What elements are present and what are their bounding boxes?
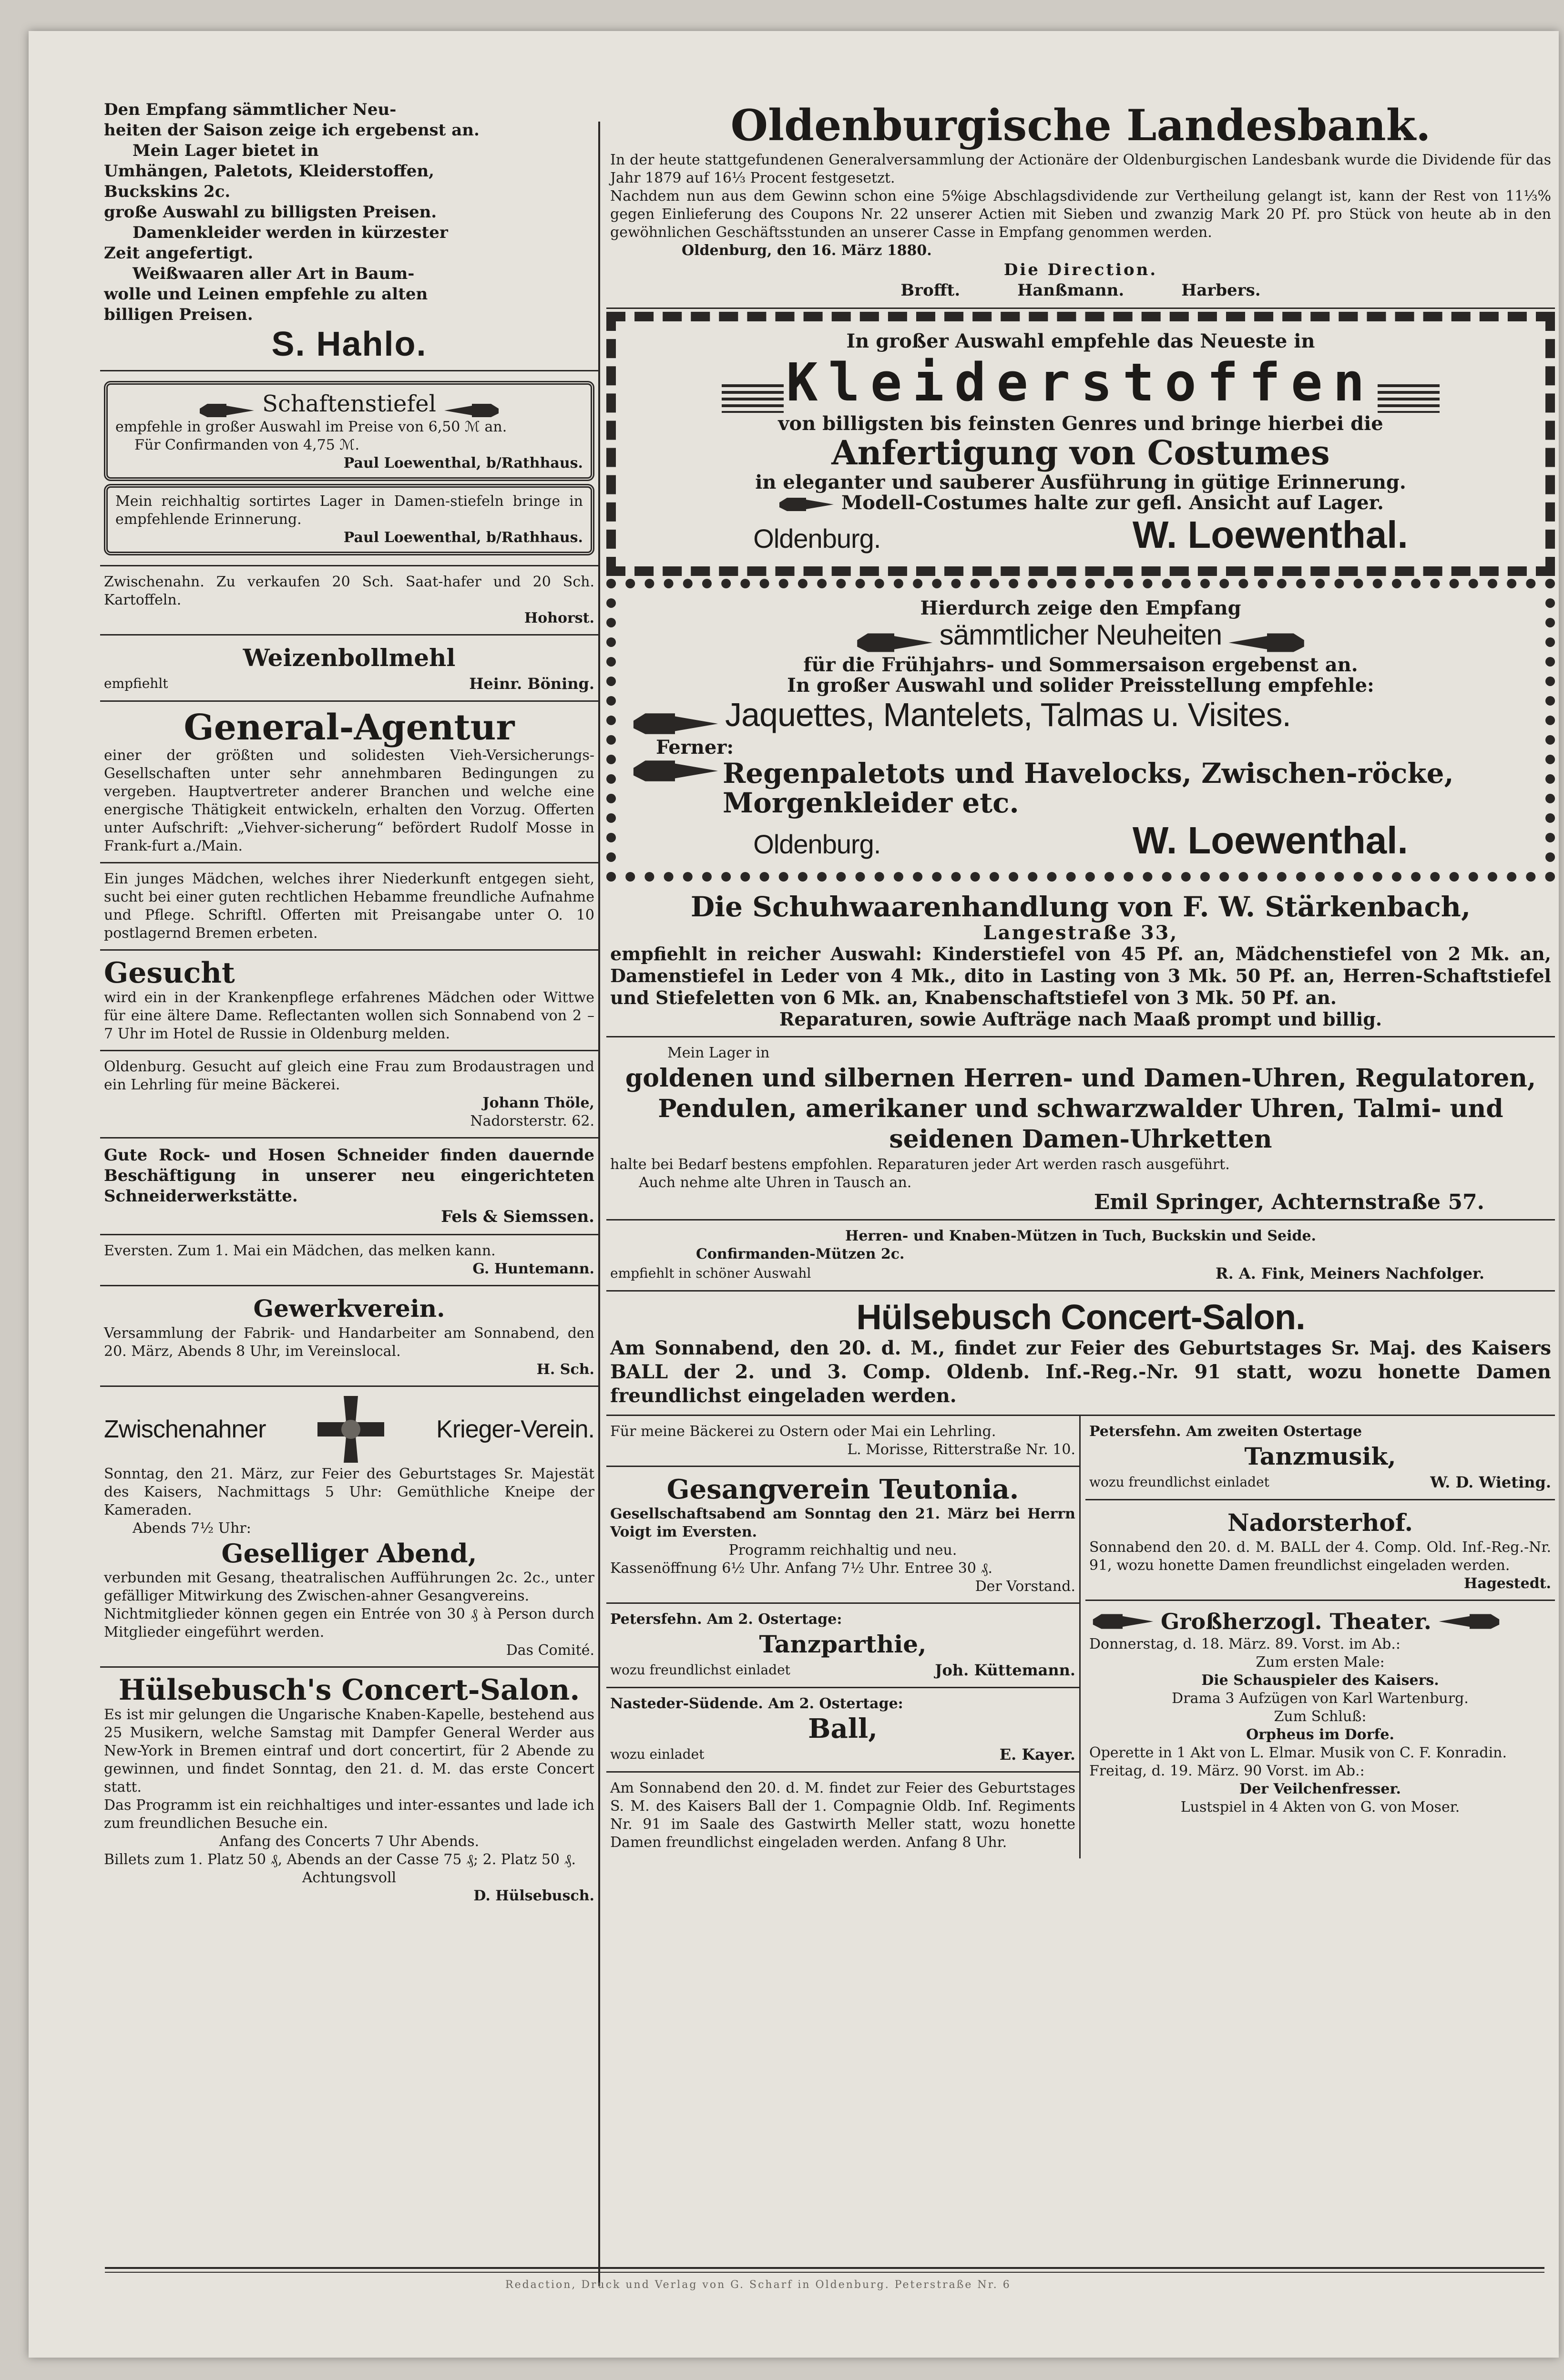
- ad-title: Jaquettes, Mantelets, Talmas u. Visites.: [725, 696, 1291, 733]
- ad-title-row: [115, 390, 583, 418]
- ad-signature: Paul Loewenthal, b/Rathhaus.: [343, 529, 583, 546]
- ad-text: Das Programm ist ein reichhaltiges und inter-essantes und lade ich zum freundlichen Besuche ein.: [104, 1797, 594, 1832]
- ad-signature: Johann Thöle,: [482, 1095, 594, 1111]
- ad-text: Oldenburg. Gesucht auf gleich eine Frau zum Brodaustragen und ein Lehrling für meine Bäckerei.: [104, 1058, 594, 1093]
- ad-signature-row: [610, 1660, 1075, 1680]
- ad-text: Gute Rock- und Hosen Schneider finden dauernde Beschäftigung in unserer neu eingerichteten Schneiderwerkstätte.: [104, 1146, 594, 1206]
- ad-text: Operette in 1 Akt von L. Elmar. Musik von C. F. Konradin.: [1089, 1744, 1507, 1761]
- ad-text: Nichtmitglieder können gegen ein Entrée von 30 ₰ à Person durch Mitglieder eingeführt werden.: [104, 1606, 594, 1641]
- ad-line: Damenkleider werden in kürzester: [133, 223, 448, 242]
- right-column: [606, 93, 1555, 2267]
- ad-signature: Hohorst.: [524, 610, 594, 626]
- ad-schneider: [100, 1139, 598, 1235]
- ad-text: Petersfehn. Am 2. Ostertage:: [610, 1611, 842, 1628]
- ad-title-row: [627, 696, 1534, 738]
- ad-title: Oldenburgische Landesbank.: [730, 100, 1431, 151]
- ad-signature: Hanßmann.: [1017, 281, 1124, 300]
- ad-title: Nadorsterhof.: [1227, 1508, 1413, 1537]
- ad-line: wolle und Leinen empfehle zu alten: [104, 285, 428, 304]
- ad-title: Hülsebusch's Concert-Salon.: [118, 1673, 580, 1707]
- decorative-bars-icon: [1378, 384, 1440, 413]
- ad-title: General-Agentur: [184, 707, 515, 748]
- ad-text: empfiehlt in reicher Auswahl: Kinderstiefel von 45 Pf. an, Mädchenstiefel von 2 Mk. an, Damenstiefel in Leder von 4 Mk., dito in Lasting von 3 Mk. 50 Pf. an, Herren-Schaftstiefel und Stiefeletten von 6 Mk. an, Knabenschaftstiefel von 3 Mk. 50 Pf. an.: [610, 943, 1551, 1008]
- ad-text: Billets zum 1. Platz 50 ₰, Abends an der Casse 75 ₰; 2. Platz 50 ₰.: [104, 1851, 576, 1868]
- ad-line: Buckskins 2c.: [104, 182, 231, 201]
- ad-title: Gesucht: [104, 956, 235, 990]
- ad-concert-salon: [606, 1292, 1555, 1416]
- ad-title: Regenpaletots und Havelocks, Zwischen-röcke, Morgenkleider etc.: [723, 757, 1454, 819]
- ad-signature: Paul Loewenthal, b/Rathhaus.: [343, 455, 583, 472]
- ad-line: Mein Lager bietet in: [133, 141, 319, 160]
- ad-text: Herren- und Knaben-Mützen in Tuch, Buckskin und Seide.: [845, 1228, 1317, 1244]
- ad-text: Eversten. Zum 1. Mai ein Mädchen, das melken kann.: [104, 1242, 496, 1259]
- ad-signature: D. Hülsebusch.: [473, 1888, 594, 1904]
- ad-title: sämmtlicher Neuheiten: [939, 619, 1222, 651]
- ad-huelsebusch-left: [100, 1668, 598, 1912]
- ad-signature: Hagestedt.: [1464, 1575, 1551, 1592]
- small-ads-area: [606, 1416, 1555, 1858]
- ad-place: Oldenburg.: [753, 523, 881, 554]
- ad-text: Orpheus im Dorfe.: [1246, 1726, 1394, 1743]
- ad-title-row: [627, 351, 1534, 413]
- ad-text: Drama 3 Aufzügen von Karl Wartenburg.: [1172, 1690, 1469, 1707]
- ad-text: Donnerstag, d. 18. März. 89. Vorst. im Ab.:: [1089, 1636, 1400, 1652]
- ad-text: Modell-Costumes halte zur gefl. Ansicht auf Lager.: [841, 492, 1384, 514]
- ad-text: Nachdem nun aus dem Gewinn schon eine 5%ige Abschlagsdividende zur Vertheilung gelangt ist, kann der Rest von 11⅓% gegen Einlieferung des Coupons Nr. 22 unserer Actien mit Sieben und zwanzig Mark 20 Pf. pro Stück von heute ab in den gewöhnlichen Geschäftsstunden an unserer Casse in Empfang genommen werden.: [610, 188, 1551, 241]
- ad-signature: Der Vorstand.: [975, 1578, 1075, 1595]
- ad-title-row: [1089, 1608, 1551, 1635]
- ad-line: Umhängen, Paletots, Kleiderstoffen,: [104, 162, 434, 181]
- ad-krieger-verein: [100, 1387, 598, 1668]
- ad-text: Auch nehme alte Uhren in Tausch an.: [639, 1174, 912, 1191]
- ad-title: Gesangverein Teutonia.: [666, 1474, 1019, 1505]
- imprint-footer: Redaction, Druck und Verlag von G. Scharf in Oldenburg. Peterstraße Nr. 6: [505, 2279, 1011, 2291]
- pointing-hand-icon: [1089, 1612, 1156, 1631]
- ad-text: Die Schauspieler des Kaisers.: [1201, 1672, 1439, 1689]
- ad-text: Für meine Bäckerei zu Ostern oder Mai ein Lehrling.: [610, 1423, 996, 1440]
- ad-line: billigen Preisen.: [104, 305, 253, 324]
- small-ads-right: [1081, 1416, 1555, 1858]
- ad-signature: W. Loewenthal.: [1132, 819, 1408, 862]
- small-ads-left: [606, 1416, 1081, 1858]
- ad-signature-row: [610, 1744, 1075, 1764]
- ad-date: Oldenburg, den 16. März 1880.: [682, 242, 932, 259]
- ad-text: von billigsten bis feinsten Genres und bringe hierbei die: [778, 412, 1383, 435]
- ad-title: Tanzparthie,: [759, 1630, 927, 1658]
- ad-signature: Harbers.: [1181, 281, 1261, 300]
- ad-text: Sonntag, den 21. März, zur Feier des Geburtstages Sr. Majestät des Kaisers, Nachmittags 5 Uhr: Gemüthliche Kneipe der Kameraden.: [104, 1466, 594, 1518]
- column-rule: [598, 122, 600, 2286]
- ad-text: in eleganter und sauberer Ausführung in gütige Erinnerung.: [755, 471, 1406, 493]
- ad-signature-row: [627, 819, 1534, 862]
- ad-text: verbunden mit Gesang, theatralischen Aufführungen 2c. 2c., unter gefälliger Mitwirkung des Zwischen-ahner Gesangvereins.: [104, 1570, 594, 1604]
- pointing-hand-icon: [198, 397, 255, 414]
- ad-text: für die Frühjahrs- und Sommersaison ergebenst an.: [803, 653, 1358, 676]
- ad-title: Tanzmusik,: [1244, 1442, 1396, 1470]
- ad-nadorsterhof: [1085, 1500, 1555, 1601]
- ad-schuhwaaren: [606, 884, 1555, 1037]
- ad-text: Mein Lager in: [667, 1045, 770, 1061]
- ad-subtitle: Geselliger Abend,: [221, 1538, 477, 1569]
- ad-signature: Fels & Siemssen.: [441, 1207, 594, 1226]
- ad-signature: H. Sch.: [536, 1361, 594, 1378]
- ad-text: wozu freundlichst einladet: [1089, 1474, 1269, 1490]
- ad-text: Achtungsvoll: [302, 1869, 397, 1886]
- pointing-hand-icon: [1224, 631, 1310, 655]
- ad-signature: Joh. Küttemann.: [935, 1661, 1075, 1679]
- ad-text: empfehle in großer Auswahl im Preise von 6,50 ℳ an.: [115, 419, 507, 435]
- ad-text: Am Sonnabend, den 20. d. M., findet zur Feier des Geburtstages Sr. Maj. des Kaisers BALL der 2. und 3. Comp. Oldenb. Inf.-Reg.-Nr. 91 statt, wozu honette Damen freundlichst eingeladen werden.: [610, 1337, 1551, 1407]
- ad-schaftenstiefel: [100, 371, 598, 566]
- ad-text: Versammlung der Fabrik- und Handarbeiter am Sonnabend, den 20. März, Abends 8 Uhr, im Vereinslocal.: [104, 1325, 594, 1360]
- ad-text: [627, 492, 1534, 513]
- ad-signature: G. Huntemann.: [472, 1261, 594, 1277]
- ad-jaquettes: [606, 579, 1555, 882]
- ad-title: Gewerkverein.: [253, 1294, 445, 1323]
- ad-signature-row: [104, 674, 594, 694]
- pointing-hand-icon: [443, 397, 501, 414]
- ad-text: Zwischenahn. Zu verkaufen 20 Sch. Saat-hafer und 20 Sch. Kartoffeln.: [104, 574, 594, 608]
- ad-text: wozu freundlichst einladet: [610, 1662, 790, 1678]
- ad-gewerkverein: [100, 1286, 598, 1387]
- ad-signature-row: [1089, 1472, 1551, 1492]
- ad-text: wird ein in der Krankenpflege erfahrenes Mädchen oder Wittwe für eine ältere Dame. Reflectanten wollen sich Sonnabend von 2 – 7 Uhr im Hotel de Russie in Oldenburg melden.: [104, 989, 594, 1042]
- ad-text: Nasteder-Südende. Am 2. Ostertage:: [610, 1695, 903, 1712]
- ad-line: große Auswahl zu billigsten Preisen.: [104, 203, 437, 222]
- ad-hahlo: [100, 93, 598, 371]
- ad-signature-row: [627, 513, 1534, 557]
- ad-text: Programm reichhaltig und neu.: [728, 1542, 957, 1559]
- bottom-rule: [105, 2272, 1544, 2273]
- ad-text: Zum Schluß:: [1274, 1708, 1367, 1725]
- ad-text: wozu einladet: [610, 1746, 705, 1762]
- ad-text: Gesellschaftsabend am Sonntag den 21. März bei Herrn Voigt im Eversten.: [610, 1506, 1075, 1540]
- pointing-hand-icon: [777, 496, 835, 513]
- ad-theater: [1085, 1601, 1555, 1823]
- bottom-rule: [105, 2267, 1544, 2269]
- ad-title-row: [627, 758, 1534, 819]
- ad-text: In großer Auswahl empfehle das Neueste in: [846, 330, 1315, 352]
- ad-signature: E. Kayer.: [999, 1745, 1075, 1764]
- ad-landesbank: [606, 93, 1555, 309]
- ad-morisse: [606, 1416, 1079, 1467]
- ad-weizen: [100, 636, 598, 702]
- ad-text: Reparaturen, sowie Aufträge nach Maaß prompt und billig.: [779, 1008, 1382, 1030]
- newspaper-page: [29, 31, 1559, 2358]
- ad-signature: R. A. Fink, Meiners Nachfolger.: [1216, 1264, 1484, 1282]
- ad-frame: [104, 484, 594, 555]
- ad-uhren: [606, 1037, 1555, 1221]
- ad-text: Ferner:: [656, 736, 734, 759]
- pointing-hand-icon: [851, 631, 937, 655]
- pointing-hand-icon: [627, 710, 723, 737]
- ad-signature: Heinr. Böning.: [469, 675, 594, 693]
- ad-text: empfiehlt in schöner Auswahl: [610, 1265, 811, 1281]
- ad-title: Die Schuhwaarenhandlung von F. W. Stärkenbach,: [690, 891, 1471, 923]
- ad-line: Zeit angefertigt.: [104, 244, 254, 263]
- ad-petersfehn-tanzparthie: [606, 1604, 1079, 1688]
- ad-title: Großherzogl. Theater.: [1161, 1609, 1431, 1634]
- ad-text: Für Confirmanden von 4,75 ℳ.: [134, 437, 359, 453]
- ad-signature-row: [610, 1263, 1551, 1283]
- ad-eversten: [100, 1235, 598, 1286]
- ad-text: Mein reichhaltig sortirtes Lager in Damen-stiefeln bringe in empfehlende Erinnerung.: [115, 493, 583, 528]
- ad-text: einer der größten und solidesten Vieh-Versicherungs-Gesellschaften unter sehr annehmbaren Bedingungen zu vergeben. Hauptvertreter anderer Branchen und welche eine energische Thätigkeit entwickeln, erhalten den Vorzug. Offerten unter Aufschrift: „Viehver-sicherung“ befördert Rudolf Mosse in Frank-furt a./Main.: [104, 747, 594, 854]
- ad-text: Confirmanden-Mützen 2c.: [696, 1246, 905, 1262]
- ad-address: Langestraße 33,: [983, 922, 1178, 944]
- ad-text: Zum ersten Male:: [1256, 1654, 1385, 1671]
- ad-kleiderstoffen: [606, 312, 1555, 576]
- ad-text: empfiehlt: [104, 676, 168, 691]
- ad-text: Ein junges Mädchen, welches ihrer Niederkunft entgegen sieht, sucht bei einer guten rechtlichen Hebamme freundliche Aufnahme und Pflege. Schriftl. Offerten mit Preisangabe unter O. 10 postlagernd Bremen erbeten.: [104, 871, 594, 942]
- ad-address: Nadorsterstr. 62.: [470, 1113, 594, 1129]
- ad-line: heiten der Saison zeige ich ergebenst an.: [104, 121, 480, 140]
- ad-title-row: [104, 1394, 594, 1465]
- ad-title: Schaftenstiefel: [262, 390, 436, 417]
- ad-fink: [606, 1221, 1555, 1292]
- iron-cross-icon: [315, 1394, 387, 1465]
- ad-title: Weizenbollmehl: [243, 644, 456, 672]
- ad-signature: Das Comité.: [506, 1642, 594, 1659]
- ad-text: halte bei Bedarf bestens empfohlen. Reparaturen jeder Art werden rasch ausgeführt.: [610, 1156, 1230, 1173]
- ad-title: Zwischenahner: [104, 1416, 266, 1443]
- ad-ball: [606, 1688, 1079, 1773]
- ad-direction: Die Direction.: [1003, 260, 1158, 279]
- ad-text: Abends 7½ Uhr:: [133, 1520, 251, 1537]
- ad-signature: W. Loewenthal.: [1132, 513, 1408, 556]
- ad-zwischenahn: [100, 566, 598, 636]
- ad-text: Es ist mir gelungen die Ungarische Knaben-Kapelle, bestehend aus 25 Musikern, welche Samstag mit Dampfer General Werder aus New-York in Bremen eintraf und dort concertirt, für 2 Abende zu gewinnen, und findet Sonntag, den 21. d. M. das erste Concert statt.: [104, 1706, 594, 1795]
- ad-meller: [606, 1773, 1079, 1858]
- ad-text: Petersfehn. Am zweiten Ostertage: [1089, 1423, 1362, 1440]
- ad-names-row: [610, 280, 1551, 301]
- ad-text: Kassenöffnung 6½ Uhr. Anfang 7½ Uhr. Entree 30 ₰.: [610, 1560, 993, 1577]
- ad-text: Hierdurch zeige den Empfang: [920, 597, 1241, 619]
- ad-title-row: [104, 957, 594, 989]
- ad-title: Anfertigung von Costumes: [831, 433, 1330, 472]
- ad-line: Den Empfang sämmtlicher Neu-: [104, 100, 397, 119]
- ad-text: Anfang des Concerts 7 Uhr Abends.: [219, 1833, 480, 1850]
- ad-signature: Emil Springer, Achternstraße 57.: [1094, 1190, 1484, 1214]
- pointing-hand-icon: [627, 758, 723, 784]
- ad-text: Sonnabend den 20. d. M. BALL der 4. Comp. Old. Inf.-Reg.-Nr. 91, wozu honette Damen freundlichst eingeladen werden.: [1089, 1539, 1551, 1574]
- ad-text: Freitag, d. 19. März. 90 Vorst. im Ab.:: [1089, 1763, 1365, 1779]
- left-column: [100, 93, 598, 2267]
- ad-place: Oldenburg.: [753, 829, 881, 859]
- ad-signature: W. D. Wieting.: [1430, 1473, 1551, 1491]
- ad-gesucht: [100, 951, 598, 1051]
- ad-signature: Brofft.: [900, 281, 961, 300]
- ad-text: Der Veilchenfresser.: [1239, 1781, 1401, 1797]
- ad-thoele: [100, 1051, 598, 1139]
- ad-teutonia: [606, 1467, 1079, 1604]
- decorative-bars-icon: [722, 384, 784, 413]
- ad-title: Ball,: [808, 1713, 878, 1744]
- ad-title: Krieger-Verein.: [436, 1416, 594, 1443]
- ad-title: Hülsebusch Concert-Salon.: [856, 1297, 1305, 1337]
- ad-maedchen: [100, 863, 598, 951]
- ad-text: In der heute stattgefundenen Generalversammlung der Actionäre der Oldenburgischen Landesbank wurde die Dividende für das Jahr 1879 auf 16⅓ Procent festgesetzt.: [610, 152, 1551, 186]
- ad-title: goldenen und silbernen Herren- und Damen-Uhren, Regulatoren, Pendulen, amerikaner und schwarzwalder Uhren, Talmi- und seidenen Damen-Uhrketten: [625, 1064, 1536, 1154]
- ad-frame: [104, 381, 594, 481]
- ad-general-agentur: [100, 702, 598, 863]
- ad-petersfehn-tanzmusik: [1085, 1416, 1555, 1500]
- ad-signature: S. Hahlo.: [271, 325, 427, 363]
- ad-text: Am Sonnabend den 20. d. M. findet zur Feier des Geburtstages S. M. des Kaisers Ball der 1. Compagnie Oldb. Inf. Regiments Nr. 91 im Saale des Gastwirth Meller statt, wozu honette Damen freundlichst eingeladen werden. Anfang 8 Uhr.: [610, 1780, 1075, 1851]
- ad-text: In großer Auswahl und solider Preisstellung empfehle:: [787, 674, 1374, 697]
- ad-title-row: [627, 618, 1534, 655]
- pointing-hand-icon: [1436, 1612, 1503, 1631]
- ad-signature: L. Morisse, Ritterstraße Nr. 10.: [847, 1441, 1075, 1458]
- ad-text: Lustspiel in 4 Akten von G. von Moser.: [1180, 1799, 1460, 1816]
- ad-line: Weißwaaren aller Art in Baum-: [133, 264, 415, 283]
- ad-title: Kleiderstoffen: [786, 352, 1375, 413]
